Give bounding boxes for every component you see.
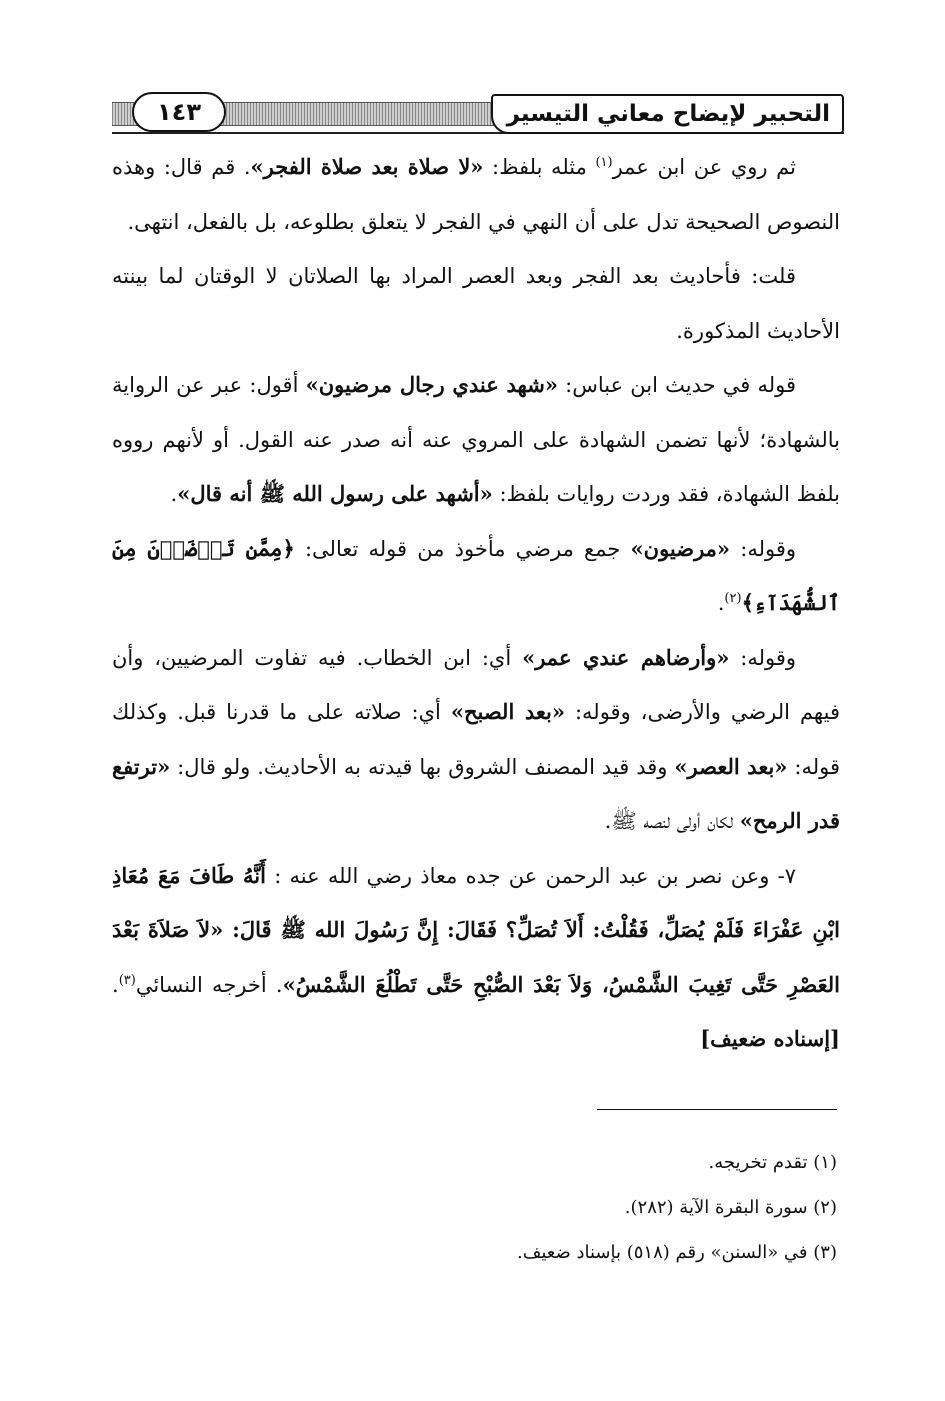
quote-word: «ترتفع قدر الرمح» [112,753,840,833]
quote-word: «بعد الصبح» [450,699,565,724]
footnote-1: (١) تقدم تخريجه. [708,1152,837,1173]
footnote-separator [597,1109,837,1110]
quote-word: «مرضيون» [630,535,731,561]
paragraph-5: وقوله: «وأرضاهم عندي عمر» أي: ابن الخطاب. فيه تفاوت المرضيين، وأن فيهم الرضي والأرضى، وقوله: «بعد الصبح» أي: صلاته على ما قدرنا قبل. وكذلك قوله: «بعد العصر» وقد قيد المصنف الشروق بها قيدته به الأحاديث. ولو قال: «ترتفع قدر الرمح» لكان أولى لنصه ﷺ. [112,644,841,833]
page-number: ١٤٣ [132,92,226,132]
paragraph-4: وقوله: «مرضيون» جمع مرضي مأخوذ من قوله تعالى: ﴿مِمَّن تَرۡضَوۡنَ مِنَ ٱلشُّهَدَآءِ﴾$^{(٢)}$. [112,535,840,615]
paragraph-2: قلت: فأحاديث بعد الفجر وبعد العصر المراد بها الصلاتان لا الوقتان لما بينته الأحاديث المذكورة. [112,264,840,343]
footnote-2: (٢) سورة البقرة الآية (٢٨٢). [624,1197,837,1218]
quote-word: «بعد العصر» [674,753,788,779]
quote-hadith: «شهد عندي رجال مرضيون» [305,372,558,397]
footnote-ref-1[interactable]: (١) [595,155,613,170]
quran-verse: ﴿مِمَّن تَرۡضَوۡنَ مِنَ ٱلشُّهَدَآءِ﴾ [112,535,840,615]
page-header [112,92,844,138]
quote-hadith: «أشهد على رسول الله ﷺ أنه قال» [177,481,493,506]
paragraph-3: قوله في حديث ابن عباس: «شهد عندي رجال مرضيون» أقول: عبر عن الرواية بالشهادة؛ لأنها تضمن الشهادة على المروي عنه أنه صدر عنه القول. أو لأنهم رووه بلفظ الشهادة، فقد وردت روايات بلفظ: «أشهد على رسول الله ﷺ أنه قال». [112,372,840,506]
footnotes [117,1140,837,1275]
footnote-ref-3[interactable]: (٣) [118,972,136,988]
footnote-ref-2[interactable]: (٢) [724,591,742,606]
quote-hadith: «لا صلاة بعد صلاة الفجر» [250,154,484,179]
hadith-grade: [إسناده ضعيف] [700,1026,840,1051]
book-title: التحبير لإيضاح معاني التيسير [491,94,844,134]
quote-hadith: «وأرضاهم عندي عمر» [522,644,730,670]
footnote-3: (٣) في «السنن» رقم (٥١٨) بإسناد ضعيف. [517,1242,837,1263]
main-text [112,140,840,1067]
paragraph-1: ثم روي عن ابن عمر$^{(١)}$ مثله بلفظ: «لا صلاة بعد صلاة الفجر». قم قال: وهذه النصوص الصحيحة تدل على أن النهي في الفجر لا يتعلق بطلوعه، بل بالفعل، انتهى. [112,154,840,234]
hadith-text: أَنَّهُ طَافَ مَعَ مُعَاذِ ابْنِ عَفْرَاءَ فَلَمْ يُصَلِّ، فَقُلْتُ: أَلاَ تُصَلِّ؟ فَقَالَ: إِنَّ رَسُولَ الله ﷺ قَالَ: «لاَ صَلاَةَ بَعْدَ العَصْرِ حَتَّى تَغِيبَ الشَّمْسُ، وَلاَ بَعْدَ الصُّبْحِ حَتَّى تَطْلُعَ الشَّمْسُ» [112,862,840,997]
paragraph-6: ٧- وعن نصر بن عبد الرحمن عن جده معاذ رضي الله عنه : أَنَّهُ طَافَ مَعَ مُعَاذِ ابْنِ عَفْرَاءَ فَلَمْ يُصَلِّ، فَقُلْتُ: أَلاَ تُصَلِّ؟ فَقَالَ: إِنَّ رَسُولَ الله ﷺ قَالَ: «لاَ صَلاَةَ بَعْدَ العَصْرِ حَتَّى تَغِيبَ الشَّمْسُ، وَلاَ بَعْدَ الصُّبْحِ حَتَّى تَطْلُعَ الشَّمْسُ». أخرجه النسائي$^{(٣)}$. [إسناده ضعيف] [112,862,840,1051]
